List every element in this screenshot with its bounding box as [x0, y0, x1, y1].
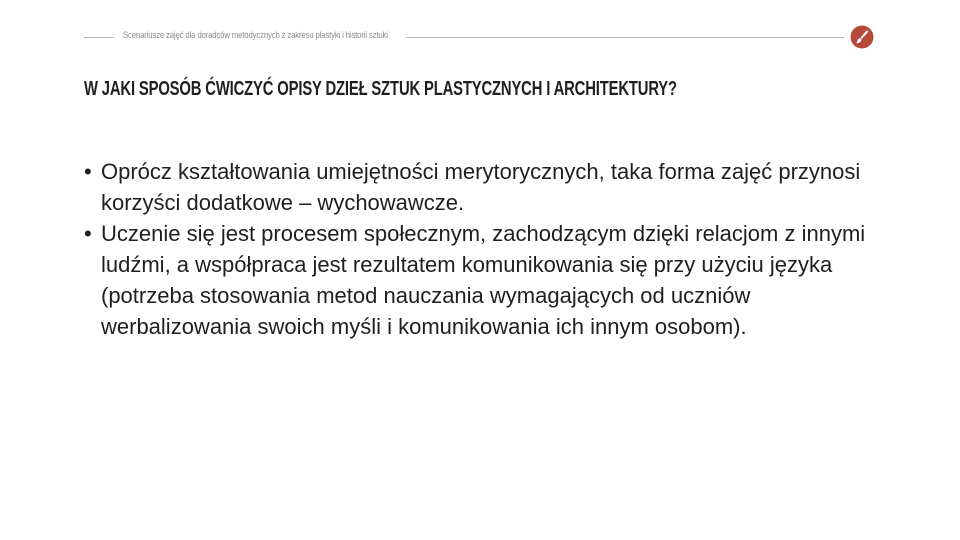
header-bar — [84, 28, 880, 46]
header-divider-right — [406, 37, 844, 38]
slide-title: W JAKI SPOSÓB ĆWICZYĆ OPISY DZIEŁ SZTUK PLASTYCZNYCH I ARCHITEKTURY? — [84, 78, 677, 100]
brush-icon — [850, 25, 874, 49]
header-subtitle: Scenariusze zajęć dla doradców metodycznych z zakresu plastyki i historii sztuki — [123, 30, 388, 41]
bullet-list — [84, 156, 884, 342]
bullet-item — [84, 156, 884, 218]
header-divider-left — [84, 37, 114, 38]
bullet-text: Uczenie się jest procesem społecznym, zachodzącym dzięki relacjom z innymi ludźmi, a współpraca jest rezultatem komunikowania się przy użyciu języka (potrzeba stosowania metod nauczania wymagających od uczniów werbalizowania swoich myśli i komunikowania ich innym osobom). — [101, 221, 866, 339]
bullet-text: Oprócz kształtowania umiejętności merytorycznych, taka forma zajęć przynosi korzyści dodatkowe – wychowawcze. — [101, 159, 861, 215]
bullet-marker: • — [84, 221, 92, 246]
bullet-marker: • — [84, 159, 92, 184]
bullet-item — [84, 218, 884, 342]
